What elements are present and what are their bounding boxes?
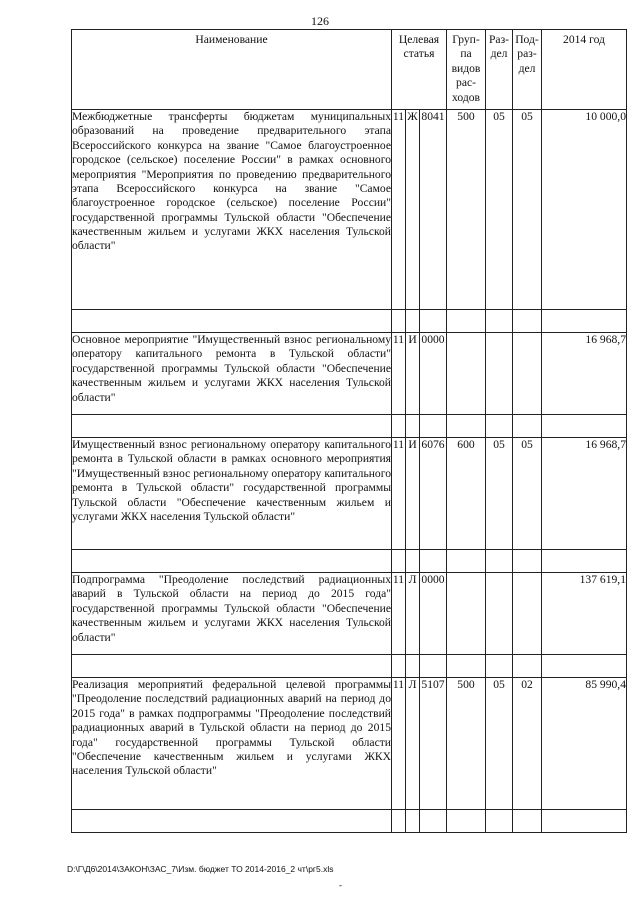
page-number: 126 [311, 14, 329, 28]
row-target-part2: И [406, 333, 420, 415]
row-target-part3: 6076 [420, 438, 447, 550]
row-section: 05 [486, 438, 513, 550]
row-target-part1: 11 [392, 110, 406, 310]
row-target-part1: 11 [392, 333, 406, 415]
row-name: Имущественный взнос региональному оператору капитального ремонта в Тульской области в рамках основного мероприятия "Имущественный взнос региональному оператору капитального ремонта в Тульской области" государственной программы Тульской области "Обеспечение качественным жильем и услугами ЖКХ населения Тульской области" [72, 438, 392, 550]
table-row [72, 438, 627, 550]
row-gap [72, 655, 627, 678]
row-value: 10 000,0 [542, 110, 627, 310]
row-value: 16 968,7 [542, 438, 627, 550]
header-group: Груп-па видов рас-ходов [447, 30, 486, 110]
table-row [72, 573, 627, 655]
header-target: Целевая статья [392, 30, 447, 110]
row-section [486, 573, 513, 655]
header-section: Раз-дел [486, 30, 513, 110]
row-name: Подпрограмма "Преодоление последствий радиационных аварий в Тульской области на период до 2015 года" государственной программы Тульской области "Обеспечение качественным жильем и услугами ЖКХ населения Тульской области" [72, 573, 392, 655]
row-value: 137 619,1 [542, 573, 627, 655]
row-group: 500 [447, 110, 486, 310]
row-section: 05 [486, 678, 513, 810]
row-subsection [513, 573, 542, 655]
row-name: Основное мероприятие "Имущественный взнос региональному оператору капитального ремонта в Тульской области" государственной программы Тульской области "Обеспечение качественным жильем и услугами ЖКХ населения Тульской области" [72, 333, 392, 415]
row-subsection: 05 [513, 110, 542, 310]
row-target-part2: Ж [406, 110, 420, 310]
header-year: 2014 год [542, 30, 627, 110]
row-target-part2: И [406, 438, 420, 550]
table-row [72, 333, 627, 415]
row-target-part1: 11 [392, 438, 406, 550]
row-section [486, 333, 513, 415]
header-subsection: Под-раз-дел [513, 30, 542, 110]
table-row [72, 678, 627, 810]
row-gap [72, 810, 627, 833]
footer-file-path: D:\Г\Д6\2014\ЗАКОН\ЗАС_7\Изм. бюджет ТО 2014-2016_2 чт\рг5.xls [67, 864, 334, 874]
footer-mark: - [339, 880, 342, 890]
budget-table [71, 29, 627, 833]
row-group: 500 [447, 678, 486, 810]
row-target-part2: Л [406, 573, 420, 655]
table-row [72, 110, 627, 310]
row-target-part1: 11 [392, 678, 406, 810]
row-gap [72, 550, 627, 573]
row-gap [72, 415, 627, 438]
row-target-part3: 0000 [420, 573, 447, 655]
row-target-part2: Л [406, 678, 420, 810]
row-target-part3: 5107 [420, 678, 447, 810]
row-subsection: 02 [513, 678, 542, 810]
row-name: Межбюджетные трансферты бюджетам муниципальных образований на проведение предварительного этапа Всероссийского конкурса на звание "Самое благоустроенное городское (сельское) поселение России" в рамках основного мероприятия "Мероприятия по проведению предварительного этапа Всероссийского конкурса на звание "Самое благоустроенное городское (сельское) поселение России" государственной программы Тульской области "Обеспечение качественным жильем и услугами ЖКХ населения Тульской области" [72, 110, 392, 310]
row-group: 600 [447, 438, 486, 550]
table-header-row [72, 30, 627, 110]
row-section: 05 [486, 110, 513, 310]
row-group [447, 573, 486, 655]
row-value: 16 968,7 [542, 333, 627, 415]
header-name: Наименование [72, 30, 392, 110]
row-group [447, 333, 486, 415]
row-gap [72, 310, 627, 333]
row-target-part1: 11 [392, 573, 406, 655]
row-target-part3: 0000 [420, 333, 447, 415]
row-subsection [513, 333, 542, 415]
row-name: Реализация мероприятий федеральной целевой программы "Преодоление последствий радиационных аварий на период до 2015 года" в рамках подпрограммы "Преодоление последствий радиационных аварий в Тульской области на период до 2015 года" государственной программы Тульской области "Обеспечение качественным жильем и услугами ЖКХ населения Тульской области" [72, 678, 392, 810]
row-target-part3: 8041 [420, 110, 447, 310]
row-subsection: 05 [513, 438, 542, 550]
row-value: 85 990,4 [542, 678, 627, 810]
